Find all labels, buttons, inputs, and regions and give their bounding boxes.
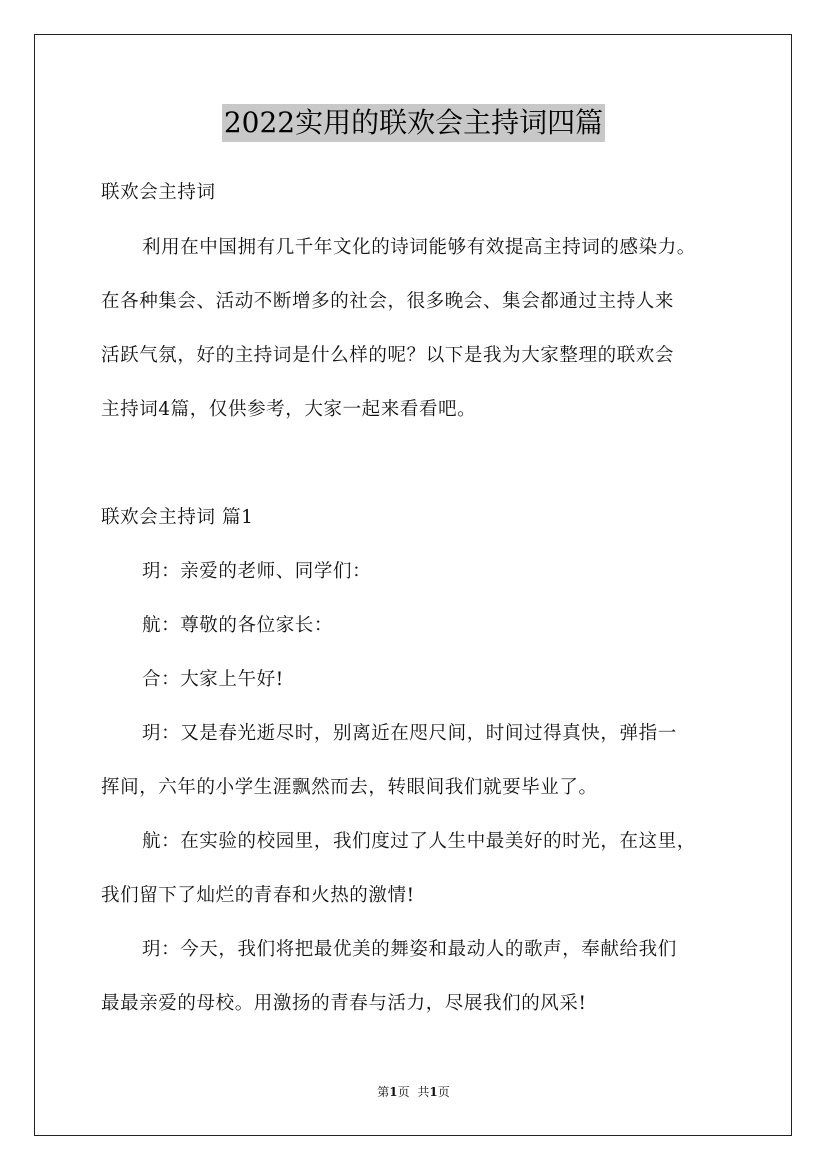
intro-line-3: 活跃气氛，好的主持词是什么样的呢？以下是我为大家整理的联欢会 [101, 345, 675, 366]
page-footer [0, 1084, 827, 1100]
body-line-4: 玥：又是春光逝尽时，别离近在咫尺间，时间过得真快，弹指一 [142, 723, 677, 744]
intro-line-2: 在各种集会、活动不断增多的社会，很多晚会、集会都通过主持人来 [101, 291, 675, 312]
body-line-2: 航：尊敬的各位家长： [142, 615, 334, 636]
document-title: 2022实用的联欢会主持词四篇 [222, 104, 605, 142]
intro-line-1: 利用在中国拥有几千年文化的诗词能够有效提高主持词的感染力。 [142, 237, 696, 258]
intro-line-4: 主持词4篇，仅供参考，大家一起来看看吧。 [101, 399, 477, 420]
body-line-5: 挥间，六年的小学生涯飘然而去，转眼间我们就要毕业了。 [101, 777, 598, 798]
body-line-7: 我们留下了灿烂的青春和火热的激情! [101, 885, 415, 906]
intro-heading: 联欢会主持词 [101, 182, 216, 203]
footer-page-prefix: 第 [377, 1085, 390, 1099]
body-line-1: 玥：亲爱的老师、同学们： [142, 561, 372, 582]
footer-page-number: 1 [389, 1085, 398, 1099]
title-container [0, 104, 827, 142]
body-line-9: 最最亲爱的母校。用激扬的青春与活力，尽展我们的风采! [101, 993, 587, 1014]
footer-total-suffix: 页 [437, 1085, 450, 1099]
footer-total-number: 1 [429, 1085, 438, 1099]
body-line-3: 合：大家上午好! [142, 669, 284, 690]
footer-total-prefix: 共 [417, 1085, 430, 1099]
footer-page-suffix: 页 [397, 1085, 410, 1099]
body-line-6: 航：在实验的校园里，我们度过了人生中最美好的时光，在这里， [142, 831, 696, 852]
section-heading: 联欢会主持词 篇1 [101, 507, 254, 528]
body-line-8: 玥：今天，我们将把最优美的舞姿和最动人的歌声，奉献给我们 [142, 939, 677, 960]
